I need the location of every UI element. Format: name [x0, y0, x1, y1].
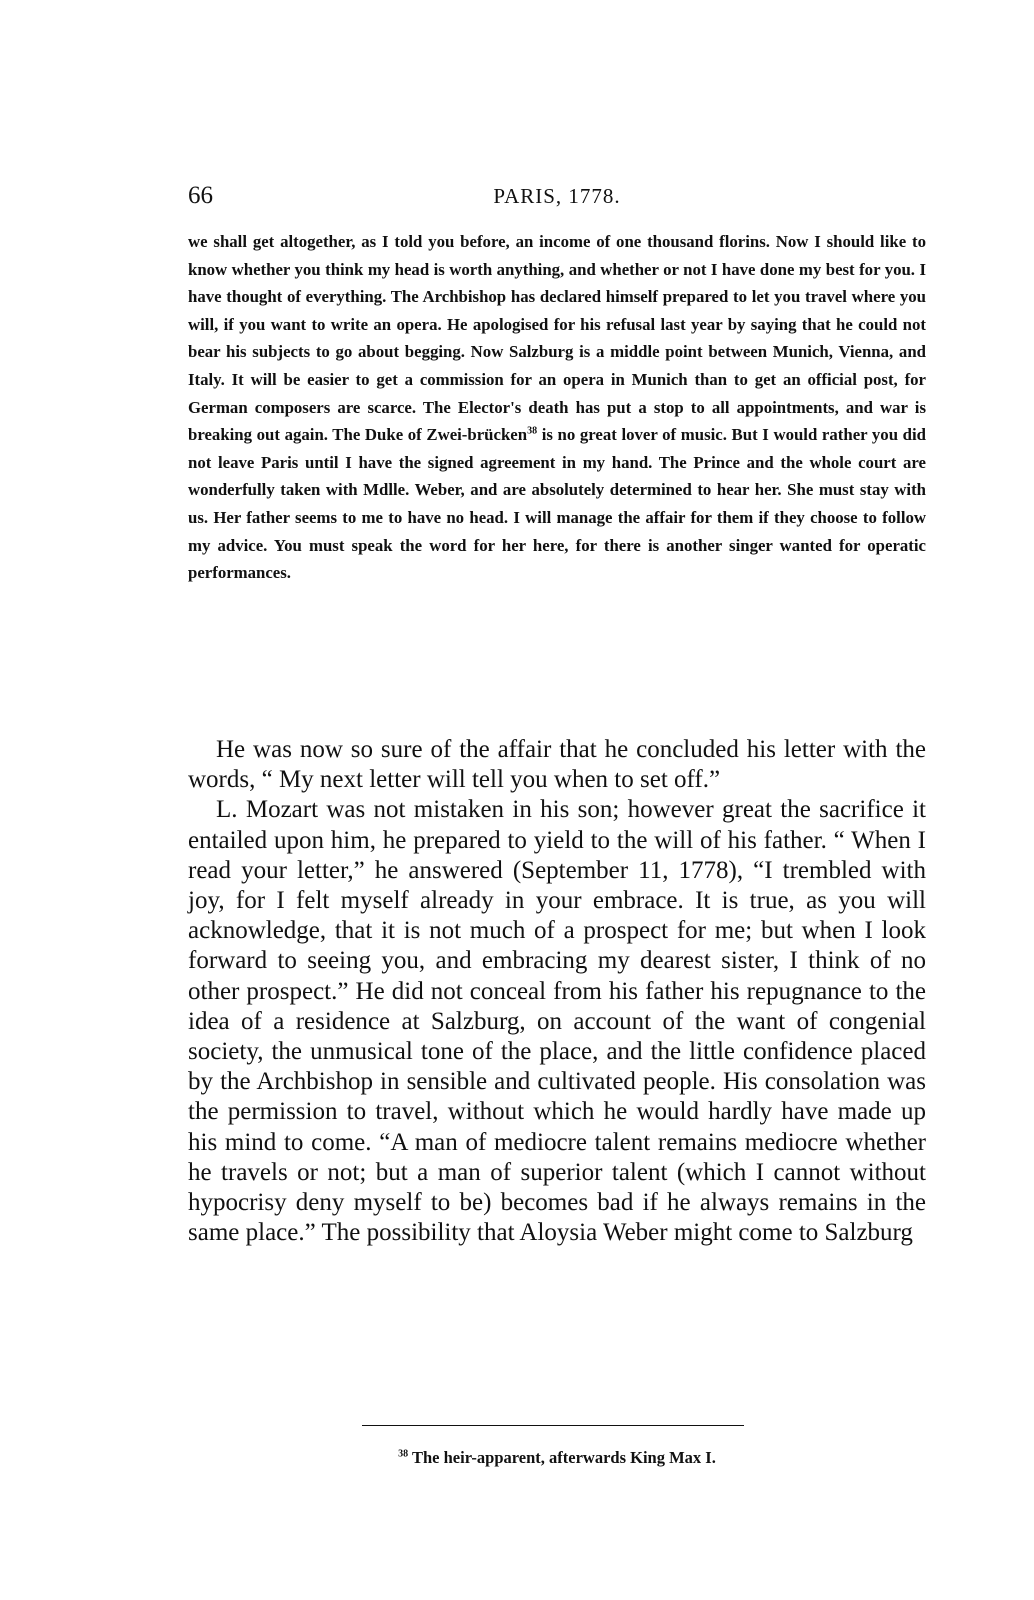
body-text [188, 735, 926, 1248]
running-head: PARIS, 1778. [493, 184, 621, 208]
letter-quote-text: we shall get altogether, as I told you before, an income of one thousand florins. Now I should like to know whether you think my head is worth anything, and whether or not I have done my best for you. I have thought of everything. The Archbishop has declared himself prepared to let you travel where you will, if you want to write an opera. He apologised for his refusal last year by saying that he could not bear his subjects to go about begging. Now Salzburg is a middle point between Munich, Vienna, and Italy. It will be easier to get a commission for an opera in Munich than to get an official post, for German composers are scarce. The Elector's death has put a stop to all appointments, and war is breaking out again. The Duke of Zwei-brücken [188, 232, 926, 445]
footnote-text: The heir-apparent, afterwards King Max I. [408, 1448, 716, 1467]
letter-quote-text-continued: is no great lover of music. But I would rather you did not leave Paris until I have the signed agreement in my hand. The Prince and the whole court are wonderfully taken with Mdlle. Weber, and are absolutely determined to hear her. She must stay with us. Her father seems to me to have no head. I will manage the affair for them if they choose to follow my advice. You must speak the word for her here, for there is another singer wanted for operatic performances. [188, 425, 926, 583]
paragraph-2: L. Mozart was not mistaken in his son; however great the sacrifice it entailed upon him, he prepared to yield to the will of his father. “ When I read your letter,” he answered (September 11, 1778), “I trembled with joy, for I felt myself already in your embrace. It is true, as you will acknowledge, that it is not much of a prospect for me; but when I look forward to seeing you, and embracing my dearest sister, I think of no other prospect.” He did not conceal from his father his repugnance to the idea of a residence at Salzburg, on account of the want of congenial society, the unmusical tone of the place, and the little confidence placed by the Archbishop in sensible and cultivated people. His consolation was the permission to travel, without which he would hardly have made up his mind to come. “A man of mediocre talent remains mediocre whether he travels or not; but a man of superior talent (which I cannot without hypocrisy deny myself to be) becomes bad if he always remains in the same place.” The possibility that Aloysia Weber might come to Salzburg [188, 796, 926, 1247]
page-header [188, 178, 926, 214]
footnote-marker: 38 [398, 1448, 409, 1460]
letter-quote [188, 228, 926, 587]
footnote [188, 1446, 926, 1470]
footnote-divider [362, 1425, 744, 1426]
paragraph-1: He was now so sure of the affair that he concluded his letter with the words, “ My next letter will tell you when to set off.” [188, 736, 926, 794]
page-number: 66 [188, 182, 213, 209]
footnote-reference: 38 [527, 425, 538, 437]
